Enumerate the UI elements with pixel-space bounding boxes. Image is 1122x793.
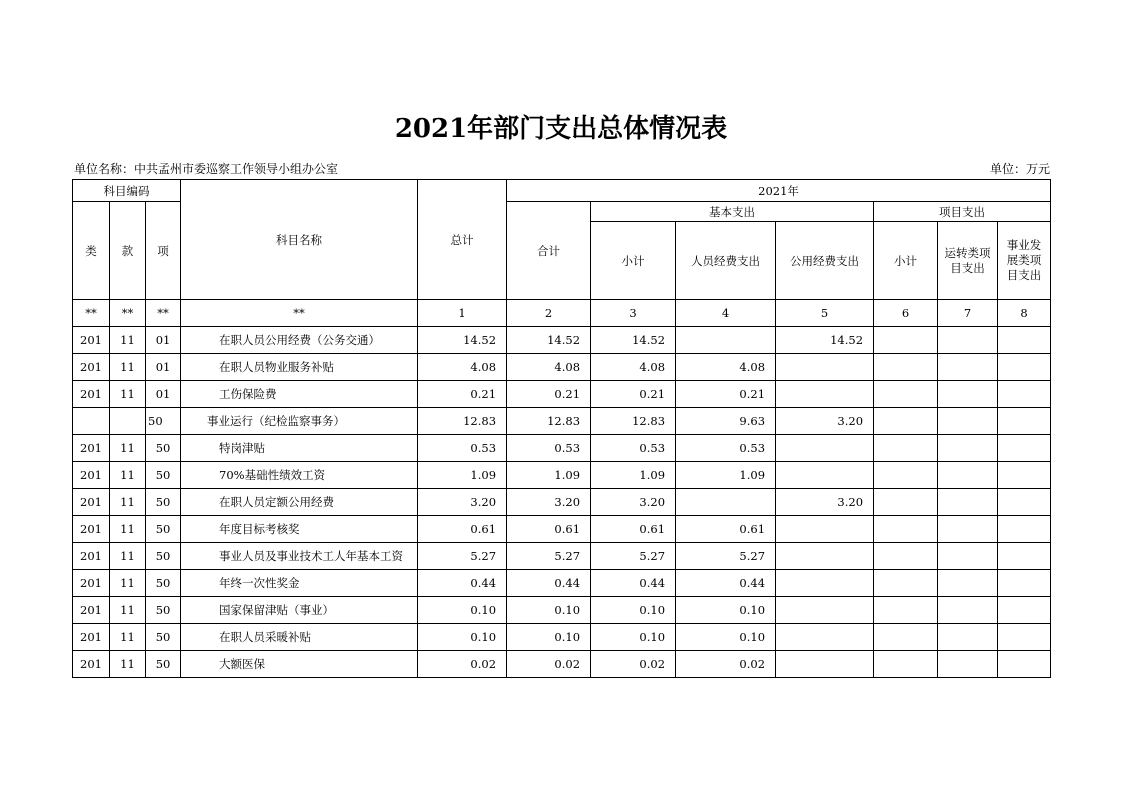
header-lei: 类 bbox=[73, 202, 110, 300]
cell-total: 12.83 bbox=[418, 408, 507, 435]
index-cell: ** bbox=[146, 300, 181, 327]
cell-personnel: 0.10 bbox=[676, 597, 776, 624]
cell-basic-subtotal: 0.21 bbox=[591, 381, 676, 408]
header-total: 总计 bbox=[418, 180, 507, 300]
cell-lei: 201 bbox=[73, 327, 110, 354]
cell-development-project bbox=[998, 354, 1051, 381]
cell-heji: 0.10 bbox=[507, 624, 591, 651]
cell-heji: 0.02 bbox=[507, 651, 591, 678]
header-xiang: 项 bbox=[146, 202, 181, 300]
cell-project-subtotal bbox=[874, 651, 938, 678]
cell-basic-subtotal: 3.20 bbox=[591, 489, 676, 516]
cell-public bbox=[776, 462, 874, 489]
cell-project-subtotal bbox=[874, 381, 938, 408]
cell-personnel: 9.63 bbox=[676, 408, 776, 435]
cell-basic-subtotal: 0.10 bbox=[591, 624, 676, 651]
cell-subject-name: 年终一次性奖金 bbox=[181, 570, 418, 597]
cell-total: 0.61 bbox=[418, 516, 507, 543]
cell-heji: 1.09 bbox=[507, 462, 591, 489]
cell-kuan: 11 bbox=[110, 624, 146, 651]
header-transfer-project: 运转类项目支出 bbox=[938, 222, 998, 300]
cell-subject-name: 年度目标考核奖 bbox=[181, 516, 418, 543]
table-row bbox=[73, 354, 1051, 381]
cell-heji: 5.27 bbox=[507, 543, 591, 570]
cell-project-subtotal bbox=[874, 408, 938, 435]
table-row bbox=[73, 651, 1051, 678]
table-row bbox=[73, 597, 1051, 624]
cell-project-subtotal bbox=[874, 516, 938, 543]
cell-development-project bbox=[998, 327, 1051, 354]
cell-transfer-project bbox=[938, 543, 998, 570]
cell-project-subtotal bbox=[874, 543, 938, 570]
table-row bbox=[73, 516, 1051, 543]
cell-subject-name: 大额医保 bbox=[181, 651, 418, 678]
cell-basic-subtotal: 1.09 bbox=[591, 462, 676, 489]
cell-public bbox=[776, 435, 874, 462]
cell-development-project bbox=[998, 435, 1051, 462]
cell-transfer-project bbox=[938, 381, 998, 408]
cell-personnel: 5.27 bbox=[676, 543, 776, 570]
unit-name-label: 单位名称：中共孟州市委巡察工作领导小组办公室 bbox=[74, 162, 339, 176]
table-row bbox=[73, 489, 1051, 516]
cell-kuan: 11 bbox=[110, 570, 146, 597]
expenditure-table bbox=[72, 179, 1051, 678]
index-cell: 3 bbox=[591, 300, 676, 327]
index-cell: 5 bbox=[776, 300, 874, 327]
cell-lei: 201 bbox=[73, 516, 110, 543]
cell-total: 0.21 bbox=[418, 381, 507, 408]
cell-public bbox=[776, 624, 874, 651]
header-subject-name: 科目名称 bbox=[181, 180, 418, 300]
cell-kuan: 11 bbox=[110, 435, 146, 462]
cell-basic-subtotal: 0.44 bbox=[591, 570, 676, 597]
index-cell: 6 bbox=[874, 300, 938, 327]
cell-lei: 201 bbox=[73, 435, 110, 462]
cell-lei: 201 bbox=[73, 354, 110, 381]
cell-xiang: 01 bbox=[146, 354, 181, 381]
table-row bbox=[73, 435, 1051, 462]
cell-development-project bbox=[998, 408, 1051, 435]
header-kuan: 款 bbox=[110, 202, 146, 300]
cell-kuan: 11 bbox=[110, 516, 146, 543]
cell-subject-name: 事业运行（纪检监察事务） bbox=[181, 408, 418, 435]
cell-project-subtotal bbox=[874, 462, 938, 489]
cell-heji: 0.61 bbox=[507, 516, 591, 543]
cell-heji: 12.83 bbox=[507, 408, 591, 435]
cell-personnel bbox=[676, 327, 776, 354]
header-basic-group: 基本支出 bbox=[591, 202, 874, 222]
cell-total: 0.10 bbox=[418, 624, 507, 651]
cell-project-subtotal bbox=[874, 597, 938, 624]
cell-heji: 14.52 bbox=[507, 327, 591, 354]
cell-basic-subtotal: 14.52 bbox=[591, 327, 676, 354]
cell-project-subtotal bbox=[874, 570, 938, 597]
cell-heji: 0.10 bbox=[507, 597, 591, 624]
cell-basic-subtotal: 12.83 bbox=[591, 408, 676, 435]
header-personnel: 人员经费支出 bbox=[676, 222, 776, 300]
cell-subject-name: 70%基础性绩效工资 bbox=[181, 462, 418, 489]
cell-total: 0.44 bbox=[418, 570, 507, 597]
cell-public bbox=[776, 354, 874, 381]
cell-development-project bbox=[998, 381, 1051, 408]
cell-total: 0.53 bbox=[418, 435, 507, 462]
cell-total: 14.52 bbox=[418, 327, 507, 354]
cell-xiang: 50 bbox=[146, 597, 181, 624]
cell-transfer-project bbox=[938, 624, 998, 651]
cell-basic-subtotal: 0.10 bbox=[591, 597, 676, 624]
cell-public bbox=[776, 381, 874, 408]
cell-transfer-project bbox=[938, 516, 998, 543]
cell-subject-name: 特岗津贴 bbox=[181, 435, 418, 462]
cell-development-project bbox=[998, 489, 1051, 516]
cell-public bbox=[776, 651, 874, 678]
cell-total: 0.10 bbox=[418, 597, 507, 624]
cell-xiang: 50 bbox=[146, 435, 181, 462]
cell-development-project bbox=[998, 543, 1051, 570]
cell-lei: 201 bbox=[73, 381, 110, 408]
header-project-subtotal: 小计 bbox=[874, 222, 938, 300]
cell-lei: 201 bbox=[73, 570, 110, 597]
cell-personnel: 0.61 bbox=[676, 516, 776, 543]
header-development-project: 事业发展类项目支出 bbox=[998, 222, 1051, 300]
table-row bbox=[73, 624, 1051, 651]
cell-transfer-project bbox=[938, 651, 998, 678]
header-row-1 bbox=[73, 180, 1051, 202]
cell-project-subtotal bbox=[874, 435, 938, 462]
cell-personnel: 0.53 bbox=[676, 435, 776, 462]
cell-development-project bbox=[998, 597, 1051, 624]
cell-xiang: 50 bbox=[146, 462, 181, 489]
cell-personnel bbox=[676, 489, 776, 516]
cell-xiang: 50 bbox=[146, 624, 181, 651]
cell-personnel: 1.09 bbox=[676, 462, 776, 489]
cell-subject-name: 在职人员物业服务补贴 bbox=[181, 354, 418, 381]
cell-lei: 201 bbox=[73, 489, 110, 516]
cell-heji: 0.21 bbox=[507, 381, 591, 408]
cell-transfer-project bbox=[938, 327, 998, 354]
cell-public: 3.20 bbox=[776, 489, 874, 516]
index-cell: ** bbox=[181, 300, 418, 327]
table-row bbox=[73, 327, 1051, 354]
cell-xiang: 50 bbox=[146, 408, 181, 435]
cell-heji: 0.44 bbox=[507, 570, 591, 597]
cell-xiang: 50 bbox=[146, 651, 181, 678]
cell-public bbox=[776, 597, 874, 624]
cell-public: 14.52 bbox=[776, 327, 874, 354]
cell-personnel: 0.44 bbox=[676, 570, 776, 597]
cell-xiang: 50 bbox=[146, 516, 181, 543]
cell-total: 0.02 bbox=[418, 651, 507, 678]
cell-xiang: 01 bbox=[146, 327, 181, 354]
cell-heji: 3.20 bbox=[507, 489, 591, 516]
cell-public bbox=[776, 516, 874, 543]
cell-kuan bbox=[110, 408, 146, 435]
header-heji: 合计 bbox=[507, 202, 591, 300]
cell-project-subtotal bbox=[874, 327, 938, 354]
table-row bbox=[73, 543, 1051, 570]
cell-transfer-project bbox=[938, 462, 998, 489]
table-row bbox=[73, 408, 1051, 435]
cell-kuan: 11 bbox=[110, 651, 146, 678]
cell-development-project bbox=[998, 651, 1051, 678]
cell-basic-subtotal: 0.02 bbox=[591, 651, 676, 678]
cell-transfer-project bbox=[938, 597, 998, 624]
page-title: 2021年部门支出总体情况表 bbox=[394, 114, 728, 144]
cell-public bbox=[776, 570, 874, 597]
cell-kuan: 11 bbox=[110, 354, 146, 381]
cell-subject-name: 在职人员采暖补贴 bbox=[181, 624, 418, 651]
cell-total: 4.08 bbox=[418, 354, 507, 381]
cell-lei bbox=[73, 408, 110, 435]
header-project-group: 项目支出 bbox=[874, 202, 1051, 222]
index-cell: 1 bbox=[418, 300, 507, 327]
cell-kuan: 11 bbox=[110, 327, 146, 354]
cell-lei: 201 bbox=[73, 651, 110, 678]
header-basic-subtotal: 小计 bbox=[591, 222, 676, 300]
index-cell: 8 bbox=[998, 300, 1051, 327]
cell-kuan: 11 bbox=[110, 381, 146, 408]
cell-basic-subtotal: 4.08 bbox=[591, 354, 676, 381]
cell-public bbox=[776, 543, 874, 570]
cell-xiang: 01 bbox=[146, 381, 181, 408]
cell-project-subtotal bbox=[874, 489, 938, 516]
cell-transfer-project bbox=[938, 570, 998, 597]
table-row bbox=[73, 462, 1051, 489]
cell-subject-name: 事业人员及事业技术工人年基本工资 bbox=[181, 543, 418, 570]
cell-lei: 201 bbox=[73, 462, 110, 489]
cell-subject-name: 在职人员定额公用经费 bbox=[181, 489, 418, 516]
cell-development-project bbox=[998, 570, 1051, 597]
header-year-group: 2021年 bbox=[507, 180, 1051, 202]
cell-development-project bbox=[998, 462, 1051, 489]
cell-personnel: 0.21 bbox=[676, 381, 776, 408]
cell-xiang: 50 bbox=[146, 543, 181, 570]
cell-development-project bbox=[998, 516, 1051, 543]
cell-transfer-project bbox=[938, 354, 998, 381]
cell-subject-name: 国家保留津贴（事业） bbox=[181, 597, 418, 624]
cell-basic-subtotal: 0.53 bbox=[591, 435, 676, 462]
cell-xiang: 50 bbox=[146, 570, 181, 597]
cell-project-subtotal bbox=[874, 354, 938, 381]
cell-transfer-project bbox=[938, 489, 998, 516]
index-cell: 4 bbox=[676, 300, 776, 327]
header-code-group: 科目编码 bbox=[73, 180, 181, 202]
cell-subject-name: 工伤保险费 bbox=[181, 381, 418, 408]
cell-total: 5.27 bbox=[418, 543, 507, 570]
cell-total: 3.20 bbox=[418, 489, 507, 516]
cell-lei: 201 bbox=[73, 624, 110, 651]
index-row bbox=[73, 300, 1051, 327]
cell-subject-name: 在职人员公用经费（公务交通） bbox=[181, 327, 418, 354]
cell-personnel: 0.02 bbox=[676, 651, 776, 678]
cell-lei: 201 bbox=[73, 543, 110, 570]
cell-xiang: 50 bbox=[146, 489, 181, 516]
index-cell: ** bbox=[73, 300, 110, 327]
index-cell: ** bbox=[110, 300, 146, 327]
cell-project-subtotal bbox=[874, 624, 938, 651]
cell-personnel: 0.10 bbox=[676, 624, 776, 651]
cell-total: 1.09 bbox=[418, 462, 507, 489]
cell-kuan: 11 bbox=[110, 462, 146, 489]
cell-basic-subtotal: 0.61 bbox=[591, 516, 676, 543]
cell-kuan: 11 bbox=[110, 597, 146, 624]
cell-heji: 4.08 bbox=[507, 354, 591, 381]
cell-transfer-project bbox=[938, 435, 998, 462]
cell-kuan: 11 bbox=[110, 489, 146, 516]
cell-lei: 201 bbox=[73, 597, 110, 624]
header-public: 公用经费支出 bbox=[776, 222, 874, 300]
cell-heji: 0.53 bbox=[507, 435, 591, 462]
cell-transfer-project bbox=[938, 408, 998, 435]
table-row bbox=[73, 570, 1051, 597]
cell-basic-subtotal: 5.27 bbox=[591, 543, 676, 570]
unit-label: 单位：万元 bbox=[990, 162, 1051, 176]
cell-kuan: 11 bbox=[110, 543, 146, 570]
cell-development-project bbox=[998, 624, 1051, 651]
cell-personnel: 4.08 bbox=[676, 354, 776, 381]
cell-public: 3.20 bbox=[776, 408, 874, 435]
index-cell: 7 bbox=[938, 300, 998, 327]
index-cell: 2 bbox=[507, 300, 591, 327]
table-row bbox=[73, 381, 1051, 408]
